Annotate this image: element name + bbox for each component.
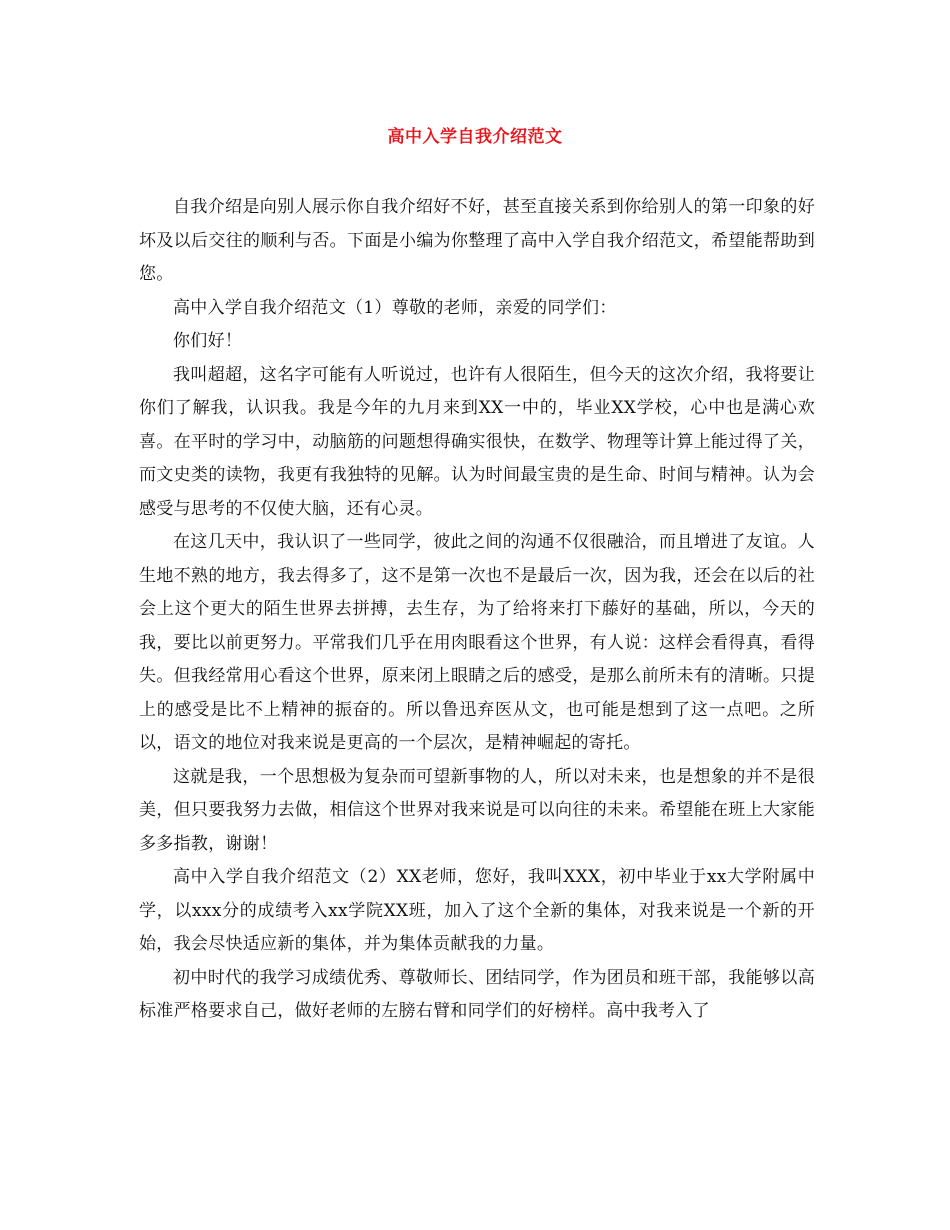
paragraph-self-intro: 我叫超超，这名字可能有人听说过，也许有人很陌生，但今天的这次介绍，我将要让你们了解我，认识我。我是今年的九月来到XX一中的，毕业XX学校，心中也是满心欢喜。在平时的学习中，动脑筋的问题想得确实很快，在数学、物理等计算上能过得了关，而文史类的读物，我更有我独特的见解。认为时间最宝贵的是生命、时间与精神。认为会感受与思考的不仅使大脑，还有心灵。 [139,364,815,519]
document-body [139,191,815,1029]
paragraph-greeting: 你们好！ [173,331,243,351]
paragraph-example-1-heading: 高中入学自我介绍范文（1）尊敬的老师，亲爱的同学们： [173,297,617,318]
paragraph-experience: 在这几天中，我认识了一些同学，彼此之间的沟通不仅很融洽，而且增进了友谊。人生地不熟的地方，我去得多了，这不是第一次也不是最后一次，因为我，还会在以后的社会上这个更大的陌生世界去拼搏，去生存，为了给将来打下藤好的基础，所以，今天的我，要比以前更努力。平常我们几乎在用肉眼看这个世界，有人说：这样会看得真，看得失。但我经常用心看这个世界，原来闭上眼睛之后的感受，是那么前所未有的清晰。只提上的感受是比不上精神的振奋的。所以鲁迅弃医从文，也可能是想到了这一点吧。之所以，语文的地位对我来说是更高的一个层次，是精神崛起的寄托。 [139,532,815,753]
paragraph-closing: 这就是我，一个思想极为复杂而可望新事物的人，所以对未来，也是想象的并不是很美，但只要我努力去做，相信这个世界对我来说是可以向往的未来。希望能在班上大家能多多指教，谢谢！ [139,766,815,854]
paragraph-intro: 自我介绍是向别人展示你自我介绍好不好，甚至直接关系到你给别人的第一印象的好坏及以后交往的顺利与否。下面是小编为你整理了高中入学自我介绍范文，希望能帮助到您。 [139,197,815,284]
paragraph-example-2-heading: 高中入学自我介绍范文（2）XX老师，您好，我叫XXX，初中毕业于xx大学附属中学，以xxx分的成绩考入xx学院XX班，加入了这个全新的集体，对我来说是一个新的开始，我会尽快适应新的集体，并为集体贡献我的力量。 [139,867,815,954]
paragraph-middle-school: 初中时代的我学习成绩优秀、尊敬师长、团结同学，作为团员和班干部，我能够以高标准严格要求自己，做好老师的左膀右臂和同学们的好榜样。高中我考入了 [139,967,815,1021]
document-title: 高中入学自我介绍范文 [387,127,563,147]
